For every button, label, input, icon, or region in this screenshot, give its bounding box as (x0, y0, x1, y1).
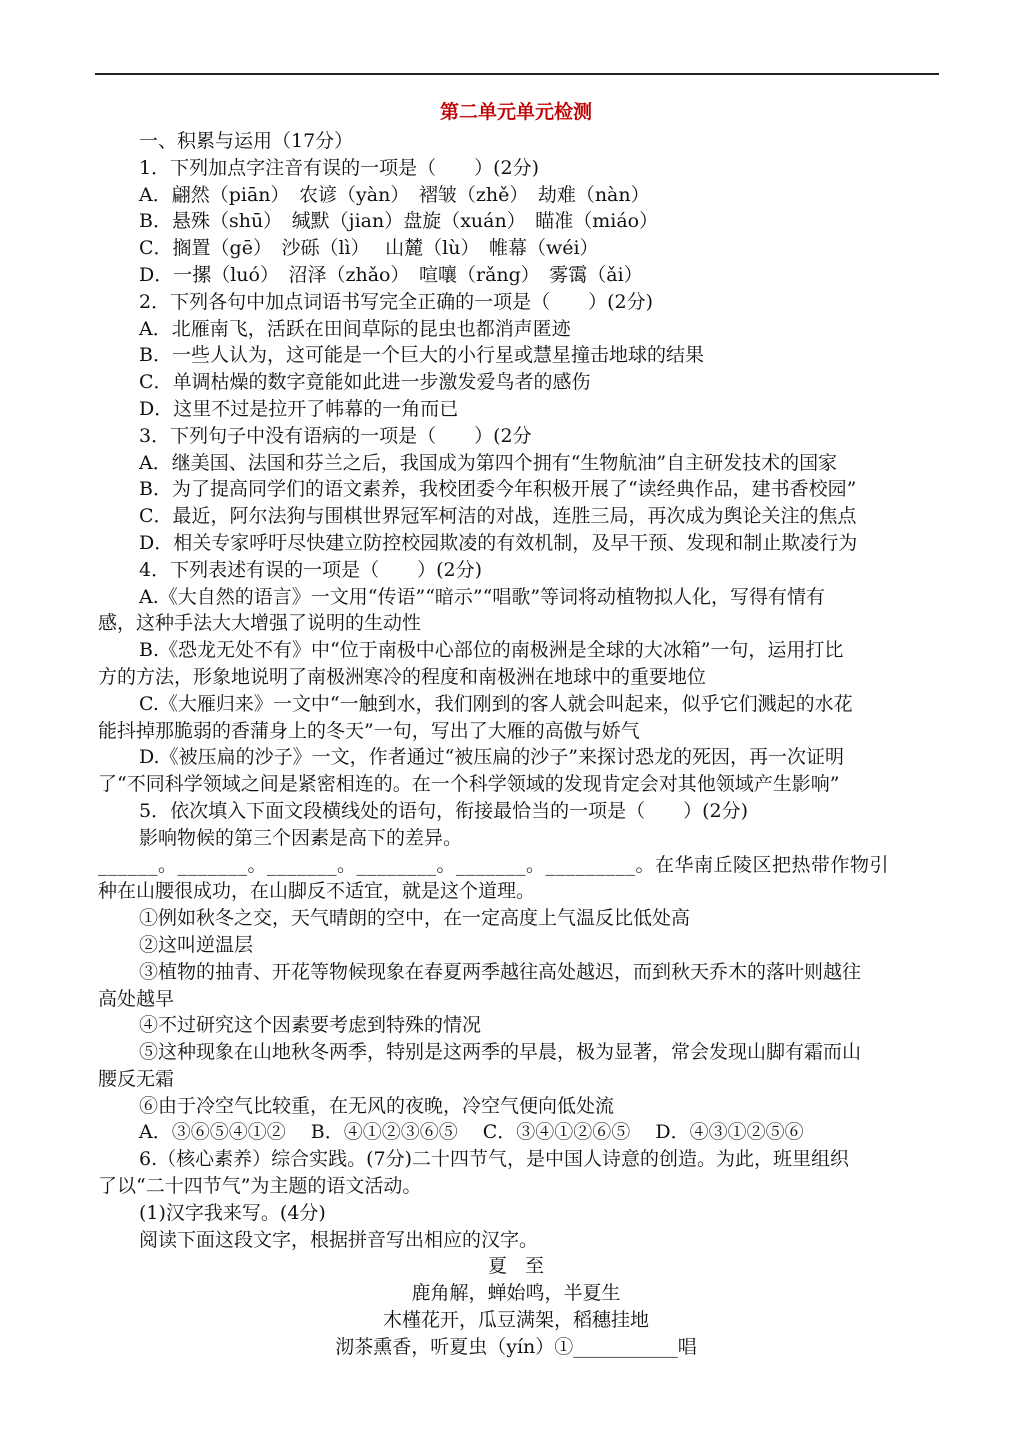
text-line: (1)汉字我来写。(4分) (139, 1201, 326, 1224)
text-line: ⑤这种现象在山地秋冬两季，特别是这两季的早晨，极为显著，常会发现山脚有霜而山 (139, 1041, 862, 1064)
text-line: ①例如秋冬之交，天气晴朗的空中，在一定高度上气温反比低处高 (139, 907, 691, 930)
text-line: 感，这种手法大大增强了说明的生动性 (98, 612, 422, 635)
text-line: A．翩然（piān） 农谚（yàn） 褶皱（zhě） 劫难（nàn） (139, 183, 650, 206)
poem (98, 1253, 934, 1360)
poem-line: 木槿花开，瓜豆满架，稻穗挂地 (382, 1309, 649, 1332)
text-line: 能抖掉那脆弱的香蒲身上的冬天”一句，写出了大雁的高傲与娇气 (98, 719, 640, 742)
text-line: 了“不同科学领域之间是紧密相连的。在一个科学领域的发现肯定会对其他领域产生影响” (98, 773, 840, 796)
text-line: 阅读下面这段文字，根据拼音写出相应的汉字。 (139, 1228, 539, 1251)
text-line: B．一些人认为，这可能是一个巨大的小行星或慧星撞击地球的结果 (139, 344, 704, 367)
text-line: B．为了提高同学们的语文素养，我校团委今年积极开展了“读经典作品，建书香校园” (139, 478, 857, 501)
document-title: 第二单元单元检测 (439, 101, 592, 123)
text-line: A．继美国、法国和芬兰之后，我国成为第四个拥有“生物航油”自主研发技术的国家 (139, 451, 838, 474)
text-line: 了以“二十四节气”为主题的语文活动。 (98, 1175, 422, 1198)
text-line: ③植物的抽青、开花等物候现象在春夏两季越往高处越迟，而到秋天乔木的落叶则越往 (139, 960, 862, 983)
text-line: C．搁置（gē） 沙砾（lì） 山麓（lù） 帷幕（wéi） (139, 237, 599, 260)
text-line: 影响物候的第三个因素是高下的差异。 (139, 826, 463, 849)
text-line: 2．下列各句中加点词语书写完全正确的一项是（ ）(2分) (139, 290, 654, 313)
text-line: ⑥由于冷空气比较重，在无风的夜晚，冷空气便向低处流 (139, 1094, 615, 1117)
text-line: ②这叫逆温层 (139, 933, 254, 956)
text-line: A.《大自然的语言》一文用“传语”“暗示”“唱歌”等词将动植物拟人化，写得有情有 (139, 585, 826, 608)
text-line: B．悬殊（shū） 缄默（jian）盘旋（xuán） 瞄准（miáo） (139, 210, 659, 233)
text-line: D．相关专家呼吁尽快建立防控校园欺凌的有效机制，及早干预、发现和制止欺凌行为 (139, 531, 858, 554)
text-line: 6.（核心素养）综合实践。(7分)二十四节气，是中国人诗意的创造。为此，班里组织 (139, 1148, 850, 1171)
text-line: 一、积累与运用（17分） (139, 130, 354, 152)
text-line: 方的方法，形象地说明了南极洲寒冷的程度和南极洲在地球中的重要地位 (98, 665, 707, 688)
text-line: 腰反无霜 (98, 1067, 175, 1090)
text-line: A．北雁南飞，活跃在田间草际的昆虫也都消声匿迹 (139, 317, 571, 340)
text-line: D．一摞（luó） 沼泽（zhǎo） 喧嚷（rǎng） 雾霭（ǎi） (139, 263, 643, 286)
text-line: 种在山腰很成功，在山脚反不适宜，就是这个道理。 (98, 880, 536, 903)
text-line: B.《恐龙无处不有》中“位于南极中心部位的南极洲是全球的大冰箱”一句，运用打比 (139, 639, 844, 662)
text-line: 4．下列表述有误的一项是（ ）(2分) (139, 558, 483, 581)
question-body (98, 128, 934, 1253)
text-line: A．③⑥⑤④①② B．④①②③⑥⑤ C．③④①②⑥⑤ D．④③①②⑤⑥ (139, 1121, 804, 1144)
document-page (98, 96, 934, 1361)
text-line: ______。_______。_______。________。_______。_________。在华南丘陵区把热带作物引 (98, 853, 890, 876)
poem-line: 鹿角解，蝉始鸣，半夏生 (411, 1282, 621, 1305)
text-line: 高处越早 (98, 987, 175, 1010)
poem-line: 沏茶熏香，听夏虫（yín）①___________唱 (335, 1335, 697, 1358)
text-line: 1．下列加点字注音有误的一项是（ ）(2分) (139, 156, 540, 179)
header-rule (95, 73, 939, 75)
text-line: C．单调枯燥的数字竟能如此进一步激发爱鸟者的感伤 (139, 371, 591, 394)
poem-title: 夏至 (487, 1255, 562, 1278)
text-line: C．最近，阿尔法狗与围棋世界冠军柯洁的对战，连胜三局，再次成为舆论关注的焦点 (139, 505, 857, 528)
text-line: D.《被压扁的沙子》一文，作者通过“被压扁的沙子”来探讨恐龙的死因，再一次证明 (139, 746, 845, 769)
text-line: ④不过研究这个因素要考虑到特殊的情况 (139, 1014, 482, 1037)
text-line: C.《大雁归来》一文中“一触到水，我们刚到的客人就会叫起来，似乎它们溅起的水花 (139, 692, 853, 715)
text-line: 3．下列句子中没有语病的一项是（ ）(2分 (139, 424, 532, 447)
text-line: D．这里不过是拉开了帏幕的一角而已 (139, 397, 459, 420)
text-line: 5．依次填入下面文段横线处的语句，衔接最恰当的一项是（ ）(2分) (139, 799, 749, 822)
